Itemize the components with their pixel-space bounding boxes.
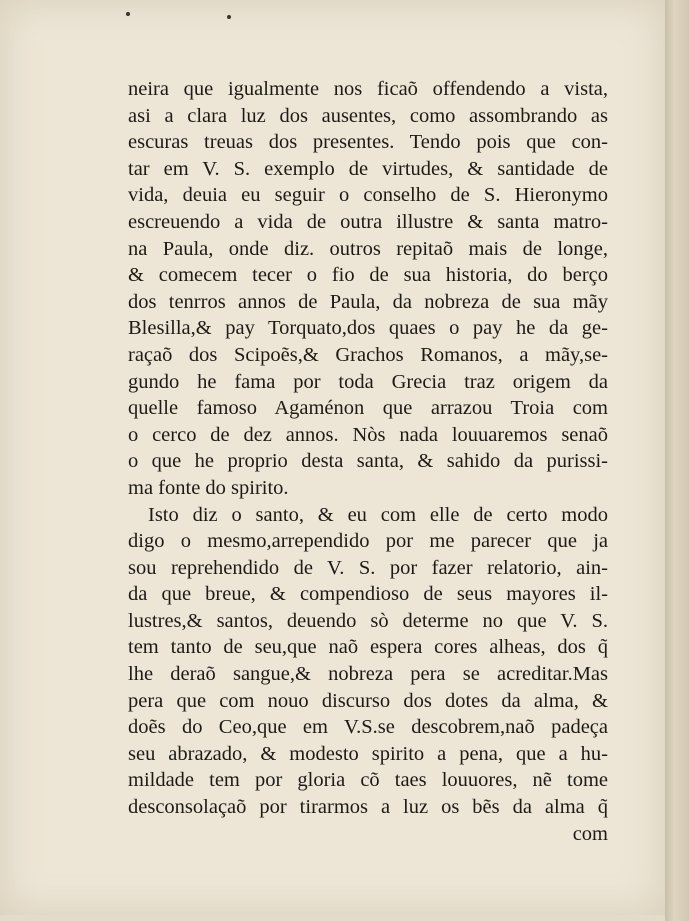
ink-speck bbox=[126, 12, 130, 16]
text-line: sou reprehendido de V. S. por fazer relatorio, ain- bbox=[128, 556, 608, 579]
text-line: escreuendo a vida de outra illustre & santa matro- bbox=[128, 210, 608, 233]
text-line: asi a clara luz dos ausentes, como assombrando as bbox=[128, 104, 608, 127]
text-line: dos tenrros annos de Paula, da nobreza de sua mãy bbox=[128, 290, 608, 313]
text-line: o que he proprio desta santa, & sahido da purissi- bbox=[128, 450, 608, 473]
text-line: quelle famoso Agaménon que arrazou Troia com bbox=[128, 397, 608, 420]
text-line: mildade tem por gloria cõ taes louuores, nẽ tome bbox=[128, 769, 608, 792]
text-line: lustres,& santos, deuendo sò determe no que V. S. bbox=[128, 609, 608, 632]
ink-speck bbox=[227, 15, 231, 19]
text-line: lhe deraõ sangue,& nobreza pera se acreditar.Mas bbox=[128, 663, 608, 686]
text-line: desconsolaçaõ por tirarmos a luz os bẽs da alma q̃ bbox=[128, 796, 608, 819]
text-line: Blesilla,& pay Torquato,dos quaes o pay he da ge- bbox=[128, 317, 608, 340]
text-line: raçaõ dos Scipoẽs,& Grachos Romanos, a mãy,se- bbox=[128, 343, 608, 366]
body-text bbox=[128, 76, 608, 847]
page-edge bbox=[665, 0, 689, 921]
text-line: escuras treuas dos presentes. Tendo pois que con- bbox=[128, 131, 608, 154]
text-line: Isto diz o santo, & eu com elle de certo modo bbox=[148, 503, 608, 526]
text-line: ma fonte do spirito. bbox=[128, 476, 289, 499]
text-line: gundo he fama por toda Grecia traz origem da bbox=[128, 370, 608, 393]
text-line: da que breue, & compendioso de seus mayores il- bbox=[128, 583, 608, 606]
text-line: doẽs do Ceo,que em V.S.se descobrem,naõ padeça bbox=[128, 716, 608, 739]
text-line: tem tanto de seu,que naõ espera cores alheas, dos q̃ bbox=[128, 636, 608, 659]
text-line: neira que igualmente nos ficaõ offendendo a vista, bbox=[128, 78, 608, 100]
catchword: com bbox=[572, 822, 608, 845]
text-line: pera que com nouo discurso dos dotes da alma, & bbox=[128, 689, 608, 712]
text-line: digo o mesmo,arrependido por me parecer que ja bbox=[128, 530, 608, 553]
text-line: & comecem tecer o fio de sua historia, do berço bbox=[128, 264, 608, 287]
text-line: o cerco de dez annos. Nòs nada louuaremos senaõ bbox=[128, 423, 608, 446]
text-line: tar em V. S. exemplo de virtudes, & santidade de bbox=[128, 157, 608, 180]
text-line: seu abrazado, & modesto spirito a pena, que a hu- bbox=[128, 742, 608, 765]
text-line: na Paula, onde diz. outros repitaõ mais de longe, bbox=[128, 237, 608, 260]
text-line: vida, deuia eu seguir o conselho de S. Hieronymo bbox=[128, 184, 608, 207]
